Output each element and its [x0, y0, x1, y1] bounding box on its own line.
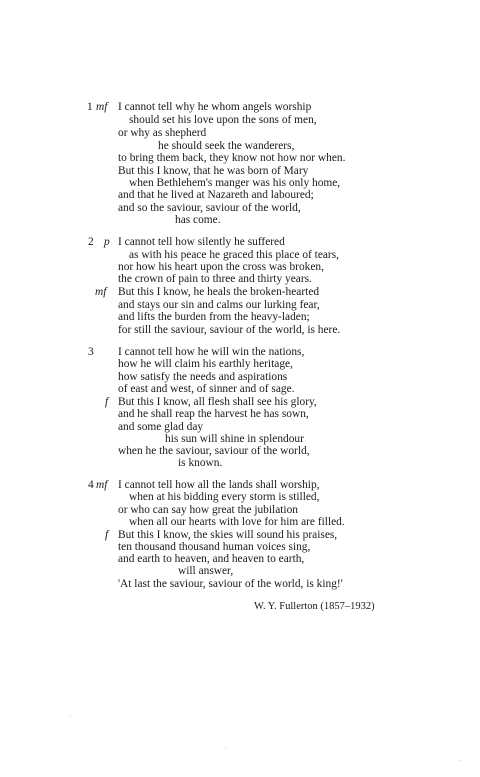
verse-line: I cannot tell how silently he suffered [118, 236, 285, 248]
verse-line: the crown of pain to three and thirty years. [118, 273, 312, 285]
dynamic-marking: f [105, 396, 109, 408]
verse-line: when Bethlehem's manger was his only home, [129, 177, 341, 189]
verse-line: But this I know, the skies will sound his praises, [118, 529, 338, 541]
verse-line: his sun will shine in splendour [165, 433, 304, 445]
verse-line: for still the saviour, saviour of the world, is here. [118, 324, 341, 336]
verse-line: But this I know, that he was born of Mary [118, 165, 309, 177]
dynamic-marking: mf [96, 479, 108, 491]
scan-speck [225, 748, 226, 749]
verse-line: or why as shepherd [118, 127, 207, 139]
verse-number: 2 [88, 236, 94, 248]
verse-line: is known. [178, 457, 223, 469]
verse-line: and stays our sin and calms our lurking fear, [118, 299, 320, 311]
verse-line: when he the saviour, saviour of the world, [118, 445, 310, 457]
verse-line: as with his peace he graced this place of tears, [129, 249, 340, 261]
verse-line: and earth to heaven, and heaven to earth, [118, 553, 305, 565]
verse-line: when all our hearts with love for him are filled. [129, 516, 345, 528]
verse-line: ten thousand thousand human voices sing, [118, 541, 311, 553]
verse-line: he should seek the wanderers, [158, 140, 295, 152]
verse-number: 3 [88, 346, 94, 358]
scan-speck [460, 760, 461, 761]
verse-line: and some glad day [118, 421, 204, 433]
dynamic-marking: p [104, 236, 110, 248]
verse-line: 'At last the saviour, saviour of the world, is king!' [118, 578, 343, 590]
verse-line: I cannot tell why he whom angels worship [118, 101, 312, 113]
verse-line: of east and west, of sinner and of sage. [118, 383, 295, 395]
verse-line: I cannot tell how he will win the nations, [118, 346, 305, 358]
verse-line: should set his love upon the sons of men, [129, 114, 317, 126]
verse-line: will answer, [178, 565, 234, 577]
author-attribution: W. Y. Fullerton (1857–1932) [254, 601, 375, 612]
verse-line: and he shall reap the harvest he has sown, [118, 408, 309, 420]
dynamic-marking: mf [96, 101, 108, 113]
verse-line: But this I know, all flesh shall see his glory, [118, 396, 317, 408]
verse-line: has come. [175, 214, 221, 226]
verse-line: how satisfy the needs and aspirations [118, 371, 288, 383]
dynamic-marking: f [105, 529, 109, 541]
verse-number: 1 [87, 101, 93, 113]
verse-line: or who can say how great the jubilation [118, 504, 298, 516]
verse-line: when at his bidding every storm is stilled, [129, 491, 320, 503]
verse-line: to bring them back, they know not how nor when. [118, 152, 346, 164]
verse-line: and so the saviour, saviour of the world, [118, 202, 301, 214]
verse-line: how he will claim his earthly heritage, [118, 358, 293, 370]
verse-number: 4 [88, 479, 94, 491]
verse-line: But this I know, he heals the broken-hearted [118, 286, 320, 298]
verse-line: and that he lived at Nazareth and laboured; [118, 189, 314, 201]
verse-line: nor how his heart upon the cross was broken, [118, 261, 324, 273]
verse-line: and lifts the burden from the heavy-laden; [118, 311, 310, 323]
dynamic-marking: mf [95, 286, 107, 298]
scan-speck [70, 715, 71, 716]
verse-line: I cannot tell how all the lands shall worship, [118, 479, 320, 491]
